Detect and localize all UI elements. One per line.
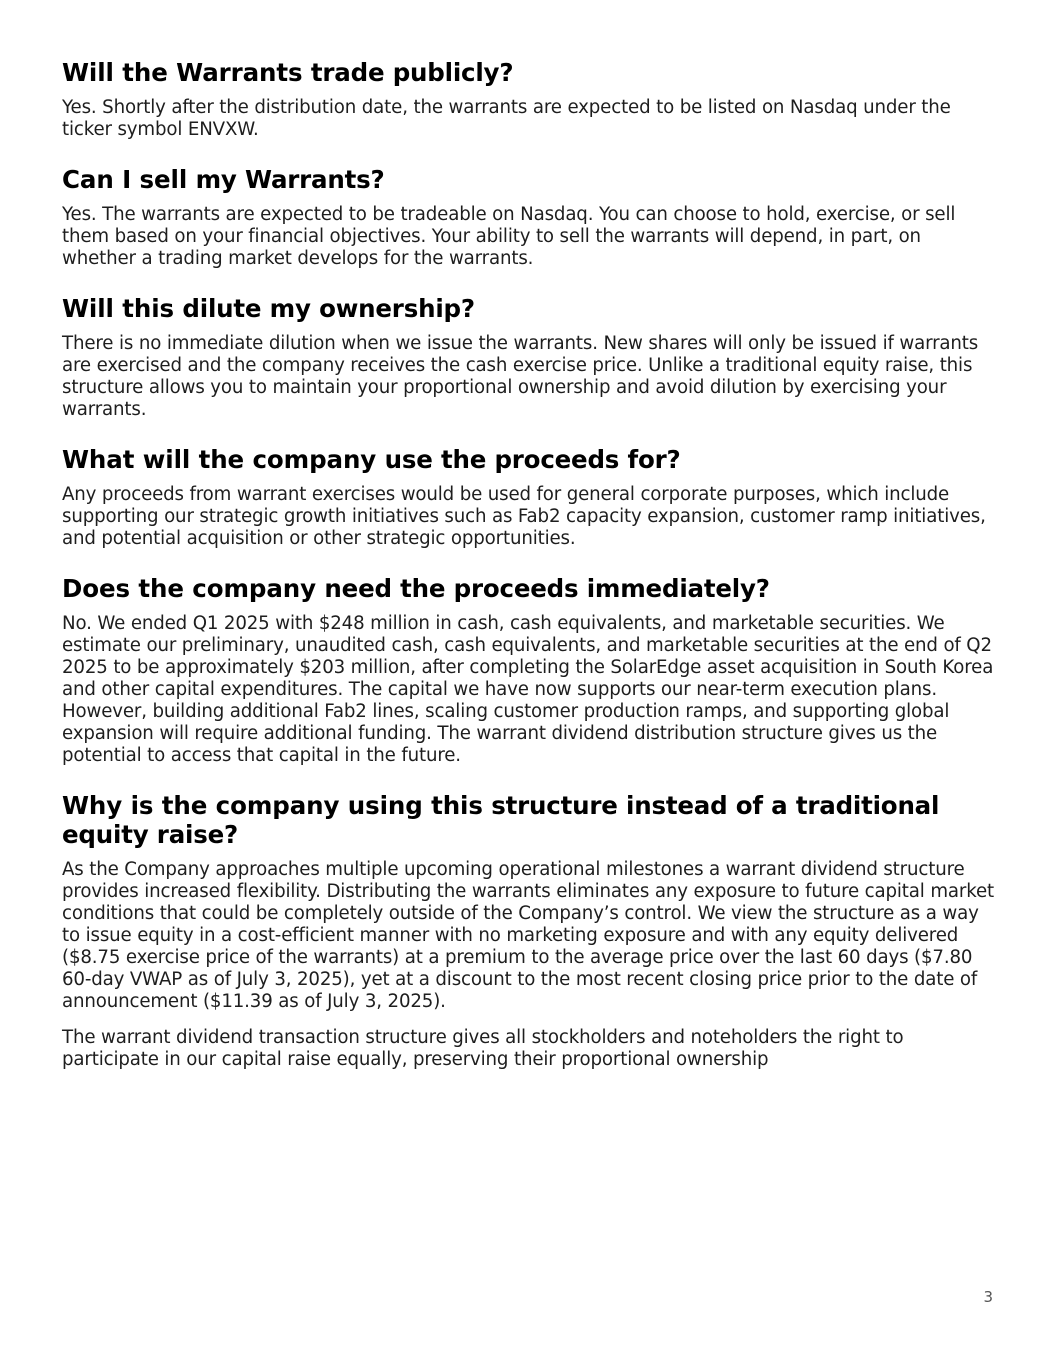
faq-question: What will the company use the proceeds for? (62, 445, 681, 474)
document-body (62, 58, 997, 1095)
faq-question: Does the company need the proceeds immediately? (62, 574, 770, 603)
faq-question: Will this dilute my ownership? (62, 294, 475, 323)
faq-answer: Yes. The warrants are expected to be tradeable on Nasdaq. You can choose to hold, exercise, or sell them based on your financial objectives. Your ability to sell the warrants will depend, in part, on whether a trading market develops for the warrants. (62, 204, 956, 269)
faq-need-proceeds (62, 574, 997, 767)
faq-answer-continued: The warrant dividend transaction structure gives all stockholders and noteholders the right to participate in our capital raise equally, preserving their proportional ownership (62, 1027, 904, 1070)
faq-why-structure (62, 791, 997, 1071)
faq-trade-publicly (62, 58, 997, 141)
faq-question: Why is the company using this structure instead of a traditional equity raise? (62, 791, 940, 849)
faq-answer: There is no immediate dilution when we issue the warrants. New shares will only be issued if warrants are exercised and the company receives the cash exercise price. Unlike a traditional equity raise, this structure allows you to maintain your proportional ownership and avoid dilution by exercising your warrants. (62, 333, 979, 420)
faq-answer: Any proceeds from warrant exercises would be used for general corporate purposes, which include supporting our strategic growth initiatives such as Fab2 capacity expansion, customer ramp initiatives, and potential acquisition or other strategic opportunities. (62, 484, 986, 549)
faq-question: Can I sell my Warrants? (62, 165, 385, 194)
faq-answer: Yes. Shortly after the distribution date, the warrants are expected to be listed on Nasdaq under the ticker symbol ENVXW. (62, 97, 951, 140)
page-number: 3 (983, 1288, 993, 1306)
faq-sell-warrants (62, 165, 997, 270)
faq-use-proceeds (62, 445, 997, 550)
faq-question: Will the Warrants trade publicly? (62, 58, 514, 87)
faq-dilute-ownership (62, 294, 997, 421)
faq-answer: No. We ended Q1 2025 with $248 million in cash, cash equivalents, and marketable securities. We estimate our preliminary, unaudited cash, cash equivalents, and marketable securities at the end of Q2 2025 to be approximately $203 million, after completing the SolarEdge asset acquisition in South Korea and other capital expenditures. The capital we have now supports our near-term execution plans. However, building additional Fab2 lines, scaling customer production ramps, and supporting global expansion will require additional funding. The warrant dividend distribution structure gives us the potential to access that capital in the future. (62, 613, 994, 766)
faq-answer: As the Company approaches multiple upcoming operational milestones a warrant dividend structure provides increased flexibility. Distributing the warrants eliminates any exposure to future capital market conditions that could be completely outside of the Company’s control. We view the structure as a way to issue equity in a cost-efficient manner with no marketing exposure and with any equity delivered ($8.75 exercise price of the warrants) at a premium to the average price over the last 60 days ($7.80 60-day VWAP as of July 3, 2025), yet at a discount to the most recent closing price prior to the date of announcement ($11.39 as of July 3, 2025). (62, 859, 994, 1012)
